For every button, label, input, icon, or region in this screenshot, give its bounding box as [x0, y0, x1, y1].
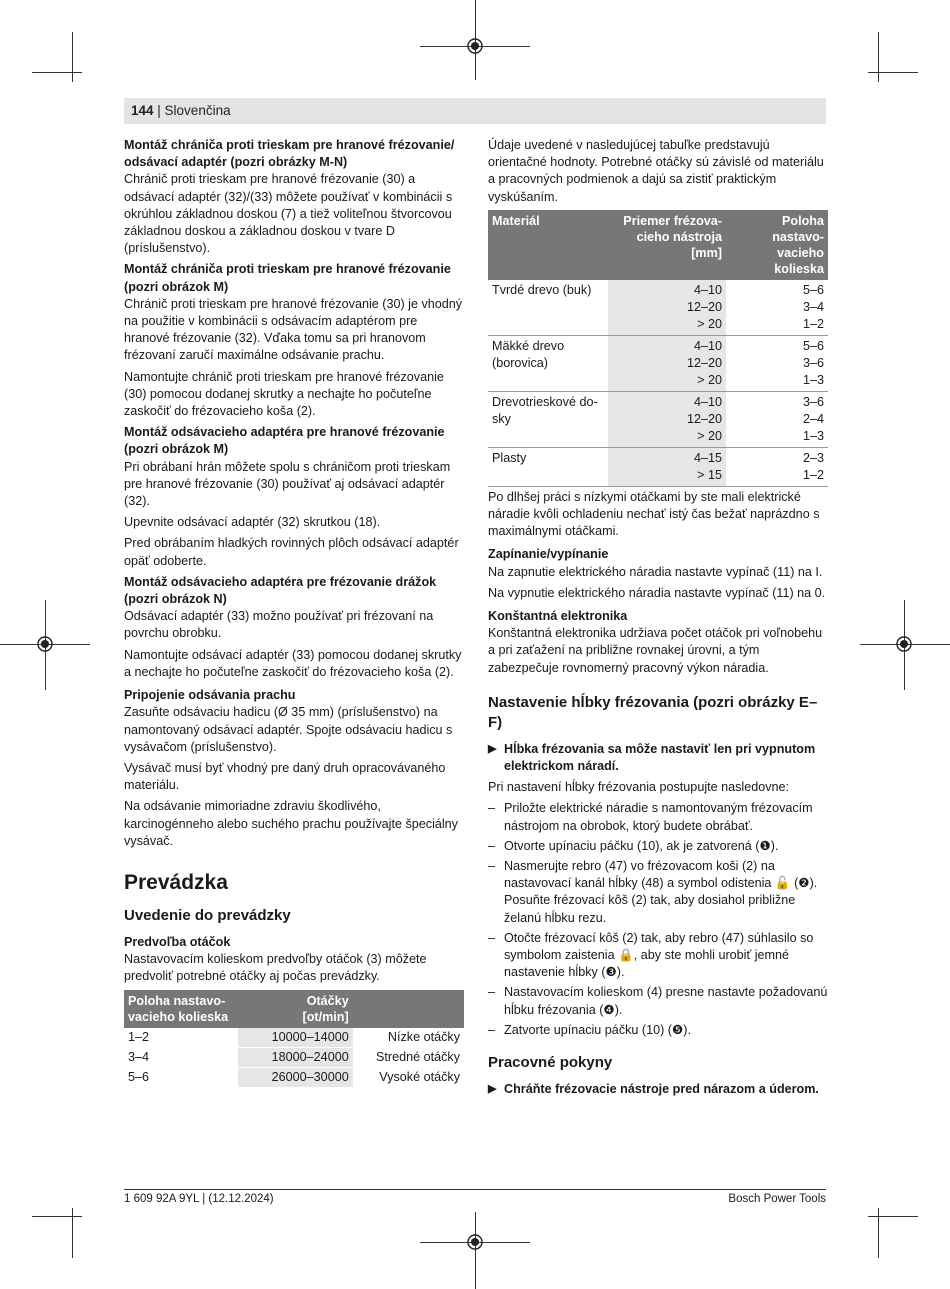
- table-cell: 5–6: [124, 1067, 238, 1087]
- paragraph: Pri nastavení hĺbky frézovania postupujte nasledovne:: [488, 780, 790, 795]
- table-cell: 3–4: [124, 1047, 238, 1067]
- list-item-text: Otočte frézovací kôš (2) tak, aby rebro (47) súhlasilo so symbolom zaistenia 🔒, aby ste mohli urobiť jemné nastavenie hĺbky (❸).: [504, 930, 814, 980]
- crop-mark: [72, 32, 73, 82]
- section-heading: Konštantná elektronika: [488, 609, 628, 624]
- table-header: Materiál: [488, 210, 608, 280]
- list-item: [488, 984, 828, 1018]
- chapter-title: Prevádzka: [124, 870, 228, 894]
- table-row: [124, 1067, 464, 1087]
- table-cell: 3–6 2–4 1–3: [726, 391, 828, 447]
- section-heading: Montáž chrániča proti trieskam pre hranové frézovanie/ odsávací adaptér (pozri obrázky M-N): [124, 138, 455, 170]
- paragraph: Vysávač musí byť vhodný pre daný druh opracovávaného materiálu.: [124, 760, 446, 793]
- registration-target-icon: [896, 636, 912, 652]
- table-cell: 5–6 3–4 1–2: [726, 280, 828, 336]
- table-header: Otáčky [ot/min]: [238, 990, 353, 1028]
- dash-bullet: –: [488, 801, 496, 816]
- header-language: Slovenčina: [164, 103, 231, 118]
- section-heading: Predvoľba otáčok: [124, 934, 231, 949]
- arrow-right-icon: ▶: [488, 742, 497, 755]
- section-heading: Montáž odsávacieho adaptéra pre hranové frézovanie (pozri obrázok M): [124, 425, 445, 457]
- table-row: [488, 391, 828, 447]
- table-cell: 18000–24000: [238, 1047, 353, 1067]
- table-cell: Drevotrieskové do- sky: [488, 391, 608, 447]
- paragraph: Na vypnutie elektrického náradia nastavte vypínač (11) na 0.: [488, 585, 826, 600]
- table-cell: 4–15 > 15: [608, 447, 726, 486]
- dash-bullet: –: [488, 930, 496, 945]
- paragraph: Upevnite odsávací adaptér (32) skrutkou (18).: [124, 515, 381, 530]
- footer-brand: Bosch Power Tools: [728, 1193, 826, 1205]
- speed-table: [124, 990, 464, 1088]
- list-item: [488, 858, 828, 927]
- table-cell: Plasty: [488, 447, 608, 486]
- page-header-text: 144 | Slovenčina: [131, 103, 231, 118]
- list-item-text: Nasmerujte rebro (47) vo frézovacom koši (2) na nastavovací kanál hĺbky (48) a symbol odistenia 🔓 (❷). Posuňte frézovací kôš (2) tak, aby dosiahol približne želanú hĺbku rezu.: [504, 859, 818, 925]
- list-item-text: Otvorte upínaciu páčku (10), ak je zatvorená (❶).: [504, 838, 779, 853]
- table-cell: 10000–14000: [238, 1028, 353, 1048]
- crop-mark: [868, 72, 918, 73]
- table-row: [488, 335, 828, 391]
- table-cell: 4–10 12–20 > 20: [608, 391, 726, 447]
- warning-item: [488, 1081, 828, 1098]
- paragraph: Chránič proti trieskam pre hranové frézovanie (30) a odsávací adaptér (32)/(33) môžete používať v kombinácii s okrúhlou základnou doskou (7) a tiež voliteľnou štvorcovou základnou doskou a základnou doskou v tvare D (príslušenstvo).: [124, 172, 453, 256]
- table-cell: 4–10 12–20 > 20: [608, 280, 726, 336]
- paragraph: Zasuňte odsávaciu hadicu (Ø 35 mm) (príslušenstvo) na namontovaný odsávací adaptér. Spojte odsávaciu hadicu s vysávačom (príslušenstvo).: [124, 705, 453, 754]
- crop-mark: [878, 32, 879, 82]
- crop-mark: [868, 1216, 918, 1217]
- footer-rule: [124, 1189, 826, 1190]
- section-heading: Montáž chrániča proti trieskam pre hranové frézovanie (pozri obrázok M): [124, 262, 451, 294]
- warning-text: Hĺbka frézovania sa môže nastaviť len pri vypnutom elektrickom náradí.: [504, 741, 816, 774]
- warning-item: [488, 741, 828, 775]
- section-title: Nastavenie hĺbky frézovania (pozri obrázky E–F): [488, 693, 818, 731]
- left-column: [124, 137, 464, 1088]
- table-cell: 2–3 1–2: [726, 447, 828, 486]
- section-heading: Zapínanie/vypínanie: [488, 547, 609, 562]
- arrow-right-icon: ▶: [488, 1083, 497, 1096]
- paragraph: Po dlhšej práci s nízkymi otáčkami by ste mali elektrické náradie kvôli ochladeniu nechať istý čas bežať naprázdno s maximálnymi otáčkami.: [488, 489, 820, 539]
- registration-target-icon: [467, 1234, 483, 1250]
- right-column: [488, 137, 828, 1102]
- paragraph: Nastavovacím kolieskom predvoľby otáčok (3) môžete predvoliť potrebné otáčky aj počas prevádzky.: [124, 952, 427, 984]
- table-cell: 1–2: [124, 1028, 238, 1048]
- table-cell: 26000–30000: [238, 1067, 353, 1087]
- table-header: Priemer frézova- cieho nástroja [mm]: [608, 210, 726, 280]
- section-heading: Montáž odsávacieho adaptéra pre frézovanie drážok (pozri obrázok N): [124, 574, 437, 607]
- section-title: Pracovné pokyny: [488, 1054, 613, 1072]
- table-cell: Mäkké drevo (borovica): [488, 335, 608, 391]
- table-header: Poloha nastavo- vacieho kolieska: [124, 990, 238, 1028]
- crop-mark: [32, 72, 82, 73]
- paragraph: Na zapnutie elektrického náradia nastavte vypínač (11) na I.: [488, 564, 823, 579]
- paragraph: Na odsávanie mimoriadne zdraviu škodlivého, karcinogénneho alebo suchého prachu používajte špeciálny vysávač.: [124, 799, 458, 848]
- table-row: [124, 1047, 464, 1067]
- table-cell: Vysoké otáčky: [353, 1067, 464, 1087]
- dash-bullet: –: [488, 985, 496, 1000]
- list-item-text: Nastavovacím kolieskom (4) presne nastavte požadovanú hĺbku frézovania (❹).: [504, 985, 828, 1017]
- table-header: Poloha nastavo- vacieho kolieska: [726, 210, 828, 280]
- footer-document-id: 1 609 92A 9YL | (12.12.2024): [124, 1193, 274, 1205]
- dash-bullet: –: [488, 838, 496, 853]
- paragraph: Konštantná elektronika udržiava počet otáčok pri voľnobehu a pri zaťažení na približne rovnakej úrovni, a tým zabezpečuje rovnomerný pracovný výkon náradia.: [488, 626, 823, 675]
- crop-mark: [32, 1216, 82, 1217]
- paragraph: Údaje uvedené v nasledujúcej tabuľke predstavujú orientačné hodnoty. Potrebné otáčky sú závislé od materiálu a pracovných podmienok a dajú sa zistiť praktickým vyskúšaním.: [488, 138, 824, 204]
- paragraph: Odsávací adaptér (33) možno používať pri frézovaní na povrchu obrobku.: [124, 609, 434, 641]
- paragraph: Namontujte chránič proti trieskam pre hranové frézovanie (30) pomocou dodanej skrutky a nechajte ho počuteľne zaskočiť do frézovacieho koša (2).: [124, 369, 444, 419]
- list-item-text: Priložte elektrické náradie s namontovaným frézovacím nástrojom na obrobok, ktorý budete obrábať.: [504, 801, 813, 833]
- table-header: [353, 990, 464, 1028]
- registration-target-icon: [467, 38, 483, 54]
- paragraph: Pri obrábaní hrán môžete spolu s chráničom proti trieskam pre hranové frézovanie (30) používať aj odsávací adaptér (32).: [124, 459, 451, 509]
- warning-text: Chráňte frézovacie nástroje pred nárazom a úderom.: [504, 1082, 819, 1097]
- paragraph: Namontujte odsávací adaptér (33) pomocou dodanej skrutky a nechajte ho počuteľne zaskočiť do frézovacieho koša (2).: [124, 647, 462, 679]
- table-row: [124, 1028, 464, 1048]
- registration-target-icon: [37, 636, 53, 652]
- material-table: [488, 210, 828, 487]
- list-item: [488, 838, 828, 855]
- dash-bullet: –: [488, 1022, 496, 1037]
- table-cell: 5–6 3–6 1–3: [726, 335, 828, 391]
- registration-line: [475, 1212, 476, 1289]
- section-title: Uvedenie do prevádzky: [124, 906, 291, 924]
- table-cell: Nízke otáčky: [353, 1028, 464, 1048]
- list-item: [488, 800, 828, 834]
- section-heading: Pripojenie odsávania prachu: [124, 688, 296, 703]
- dash-bullet: –: [488, 859, 496, 874]
- paragraph: Pred obrábaním hladkých rovinných plôch odsávací adaptér opäť odoberte.: [124, 536, 459, 568]
- table-cell: Tvrdé drevo (buk): [488, 280, 608, 336]
- table-cell: Stredné otáčky: [353, 1047, 464, 1067]
- list-item-text: Zatvorte upínaciu páčku (10) (❺).: [504, 1022, 691, 1037]
- table-row: [488, 447, 828, 486]
- list-item: [488, 1022, 828, 1039]
- table-row: [488, 280, 828, 336]
- page-number: 144: [131, 103, 154, 118]
- list-item: [488, 930, 828, 982]
- table-cell: 4–10 12–20 > 20: [608, 335, 726, 391]
- paragraph: Chránič proti trieskam pre hranové frézovanie (30) je vhodný na použitie v kombinácii s odsávacím adaptérom pre hranové frézovanie (32). Vďaka tomu sa pri hranovom frézovaní zaručí maximálne odsávanie prachu.: [124, 296, 463, 363]
